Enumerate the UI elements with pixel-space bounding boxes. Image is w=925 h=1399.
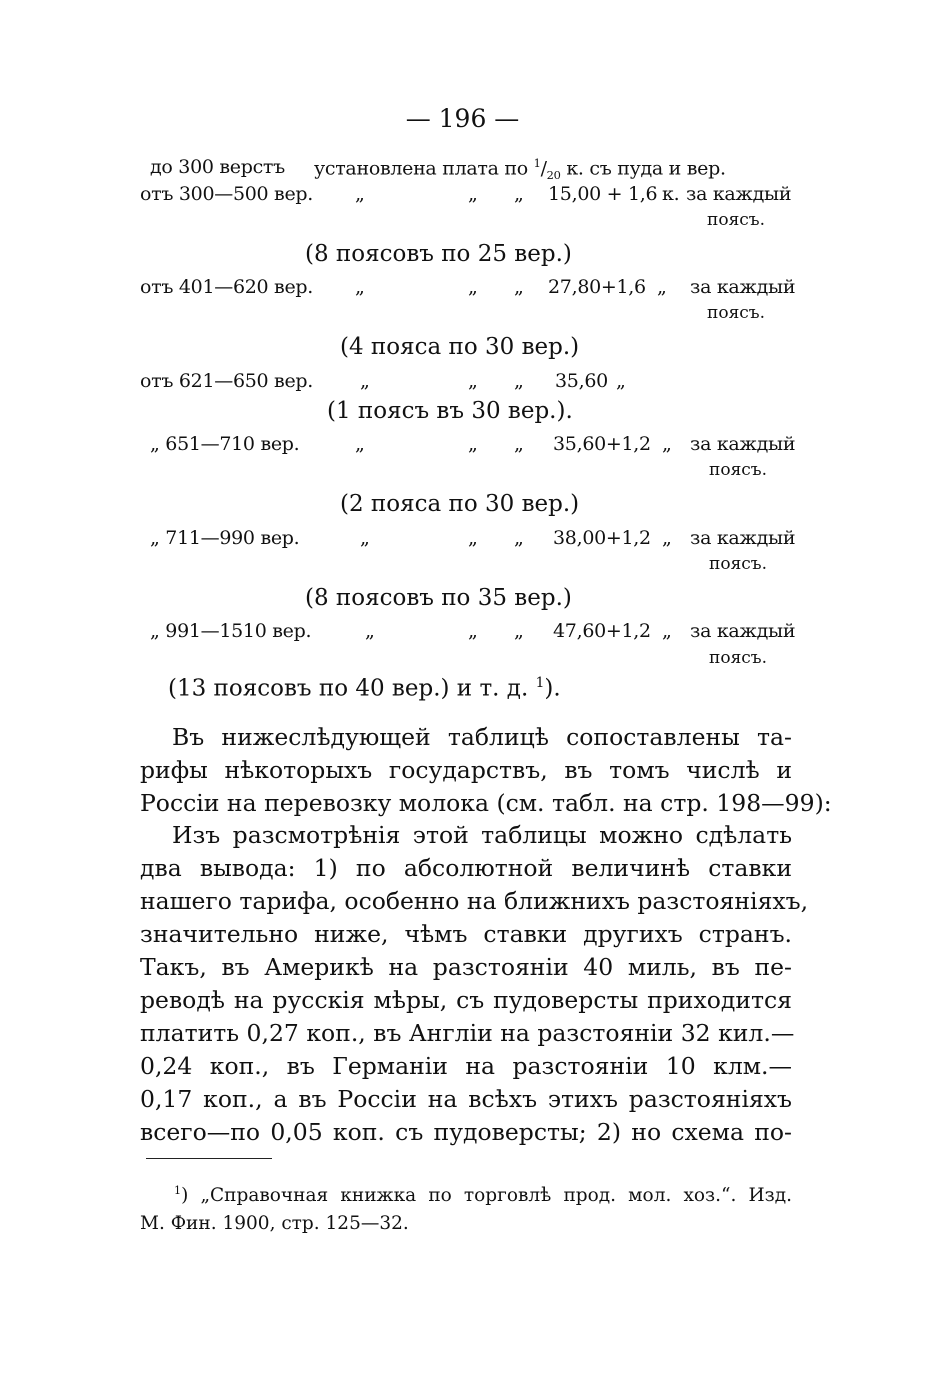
footnote-line: М. Фин. 1900, стр. 125—32. [140,1213,409,1235]
footnote-ref: 1 [535,675,545,691]
fraction-numerator: 1 [533,156,541,170]
tariff-row-continuation: поясъ. [709,460,768,480]
text-line: платить 0,27 коп., въ Англіи на разстояніи 32 кил.— [140,1019,795,1047]
zone-note-last-end: ). [544,675,561,702]
tariff-row-continuation: поясъ. [709,648,768,668]
text-line: Такъ, въ Америкѣ на разстояніи 40 миль, въ пе- [140,953,792,981]
tariff-row-range: „ 711—990 вер. [150,527,300,549]
tariff-row-unit: „ [662,433,672,455]
ditto-mark: „ [468,276,478,298]
footnote-divider [146,1158,272,1159]
tariff-row-per: за каждый [690,620,796,642]
tariff-row-per: за каждый [690,527,796,549]
ditto-mark: „ [360,370,370,392]
tariff-row-value: 35,60 [555,370,608,392]
tariff-row-unit: „ [657,276,667,298]
footnote-text: „Справочная книжка по торговлѣ прод. мол. хоз.“. Изд. [200,1185,792,1207]
text-line: рифы нѣкоторыхъ государствъ, въ томъ числѣ и [140,756,792,784]
text-line: Россіи на перевозку молока (см. табл. на стр. 198—99): [140,789,832,817]
paragraph-conclusions [140,819,809,1149]
tariff-row-value: 27,80+1,6 [548,276,646,298]
tariff-row-unit: к. [662,183,680,205]
zone-note: (1 поясъ въ 30 вер.). [327,398,573,424]
tariff-row-continuation: поясъ. [709,554,768,574]
text-line: всего—по 0,05 коп. съ пудоверсты; 2) но схема по- [140,1118,792,1146]
tariff-row-range: отъ 621—650 вер. [140,370,313,392]
zone-note: (8 поясовъ по 25 вер.) [305,241,572,267]
tariff-first-text: установлена плата по $^1/_{20}$ к. съ пуда и вер. [314,156,726,183]
fraction-denominator: 20 [546,168,561,183]
tariff-row-per: за каждый [690,276,796,298]
footnote-mark: 1 [174,1184,182,1197]
ditto-mark: „ [514,620,524,642]
ditto-mark: „ [514,433,524,455]
tariff-row-value: 15,00 + 1,6 [548,183,658,205]
ditto-mark: „ [514,276,524,298]
tariff-row-range: отъ 300—500 вер. [140,183,313,205]
tariff-row-continuation: поясъ. [707,210,766,230]
tariff-first-prefix: до 300 верстъ [150,156,285,178]
tariff-row-continuation: поясъ. [707,303,766,323]
zone-note: (8 поясовъ по 35 вер.) [305,585,572,611]
text-line: Въ нижеслѣдующей таблицѣ сопоставлены та- [172,723,792,751]
tariff-row-unit: „ [662,620,672,642]
paragraph-tariff-comparison [140,721,832,820]
tariff-row-range: „ 991—1510 вер. [150,620,312,642]
ditto-mark: „ [355,276,365,298]
ditto-mark: „ [365,620,375,642]
ditto-mark: „ [468,527,478,549]
text-line: значительно ниже, чѣмъ ставки другихъ странъ. [140,920,792,948]
footnote [140,1177,792,1238]
tariff-row-range: „ 651—710 вер. [150,433,300,455]
text-line: 0,17 коп., а въ Россіи на всѣхъ этихъ разстояніяхъ [140,1085,792,1113]
ditto-mark: „ [355,433,365,455]
tariff-first-rest: к. съ пуда и вер. [566,157,726,180]
text-line: Изъ разсмотрѣнія этой таблицы можно сдѣлать [172,821,792,849]
ditto-mark: „ [468,370,478,392]
zone-note-last-text: (13 поясовъ по 40 вер.) и т. д. [168,675,529,702]
zone-note-last [168,675,561,702]
footnote-line: $^1$) „Справочная книжка по торговлѣ прод. мол. хоз.“. Изд. [174,1184,792,1207]
text-line: реводѣ на русскія мѣры, съ пудоверсты приходится [140,986,792,1014]
ditto-mark: „ [514,370,524,392]
tariff-row-per: за каждый [690,433,796,455]
tariff-first-text-main: установлена плата по [314,157,528,180]
ditto-mark: „ [468,183,478,205]
zone-note: (2 пояса по 30 вер.) [340,491,580,517]
tariff-row-value: 35,60+1,2 [553,433,651,455]
tariff-row-value: 38,00+1,2 [553,527,651,549]
ditto-mark: „ [360,527,370,549]
ditto-mark: „ [514,183,524,205]
tariff-row-per: за каждый [686,183,792,205]
page-number: — 196 — [405,104,520,133]
ditto-mark: „ [468,433,478,455]
tariff-row-value: 47,60+1,2 [553,620,651,642]
text-line: нашего тарифа, особенно на ближнихъ разстояніяхъ, [140,887,809,915]
text-line: два вывода: 1) по абсолютной величинѣ ставки [140,854,792,882]
tariff-row-unit: „ [662,527,672,549]
zone-note: (4 пояса по 30 вер.) [340,334,580,360]
tariff-row-range: отъ 401—620 вер. [140,276,313,298]
text-line: 0,24 коп., въ Германіи на разстояніи 10 клм.— [140,1052,792,1080]
ditto-mark: „ [514,527,524,549]
tariff-row-unit: „ [616,370,626,392]
ditto-mark: „ [468,620,478,642]
ditto-mark: „ [355,183,365,205]
